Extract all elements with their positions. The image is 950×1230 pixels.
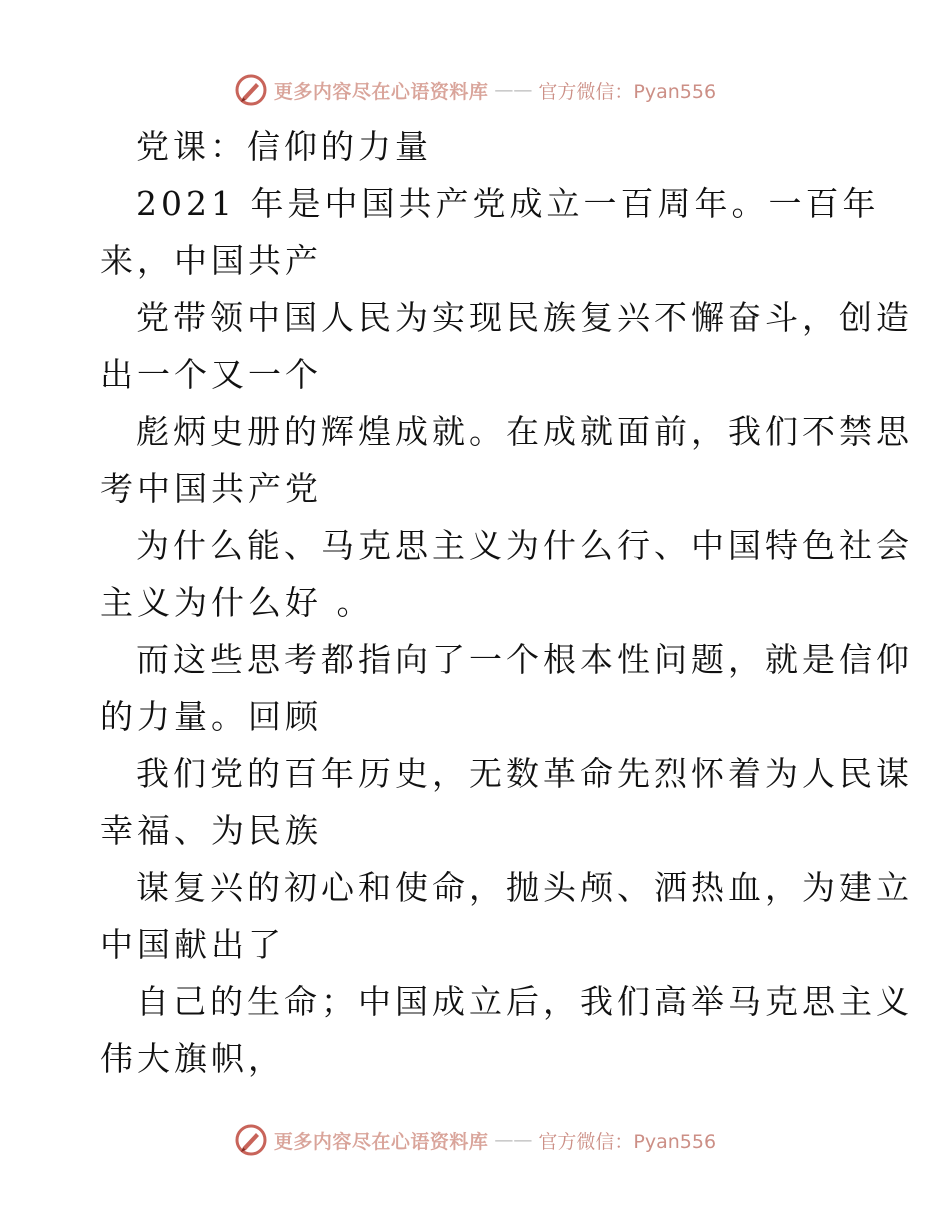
banner-dash: —— [494, 1129, 533, 1151]
text-line: 党带领中国人民为实现民族复兴不懈奋斗，创造 [136, 298, 913, 337]
text-line: 考中国共产党 [100, 469, 322, 508]
text-line: 彪炳史册的辉煌成就。在成就面前，我们不禁思 [136, 412, 913, 451]
banner-text: 更多内容尽在心语资料库 [273, 80, 489, 103]
banner-dash: —— [494, 79, 533, 101]
text-line: 2021 年是中国共产党成立一百周年。一百年 [136, 184, 880, 223]
text-line: 自己的生命；中国成立后，我们高举马克思主义 [136, 982, 913, 1021]
text-line: 出一个又一个 [100, 355, 322, 394]
text-line: 主义为什么好 。 [100, 583, 374, 622]
text-line: 而这些思考都指向了一个根本性问题，就是信仰 [136, 640, 913, 679]
text-line: 幸福、为民族 [100, 811, 322, 850]
banner-wechat: 官方微信：Pyan556 [538, 80, 717, 103]
text-line: 来，中国共产 [100, 241, 322, 280]
document-body [100, 118, 913, 1087]
text-line: 我们党的百年历史，无数革命先烈怀着为人民谋 [136, 754, 913, 793]
banner-text: 更多内容尽在心语资料库 [273, 1130, 489, 1153]
footer-banner [0, 1120, 950, 1160]
pen-logo-icon [234, 73, 268, 107]
text-line: 伟大旗帜， [100, 1039, 285, 1078]
text-line: 为什么能、马克思主义为什么行、中国特色社会 [136, 526, 913, 565]
banner-wechat: 官方微信：Pyan556 [538, 1130, 717, 1153]
text-line: 中国献出了 [100, 925, 285, 964]
header-banner [0, 70, 950, 110]
text-line: 的力量。回顾 [100, 697, 322, 736]
pen-logo-icon [234, 1123, 268, 1157]
text-line: 谋复兴的初心和使命，抛头颅、洒热血，为建立 [136, 868, 913, 907]
document-title: 党课：信仰的力量 [136, 127, 432, 166]
